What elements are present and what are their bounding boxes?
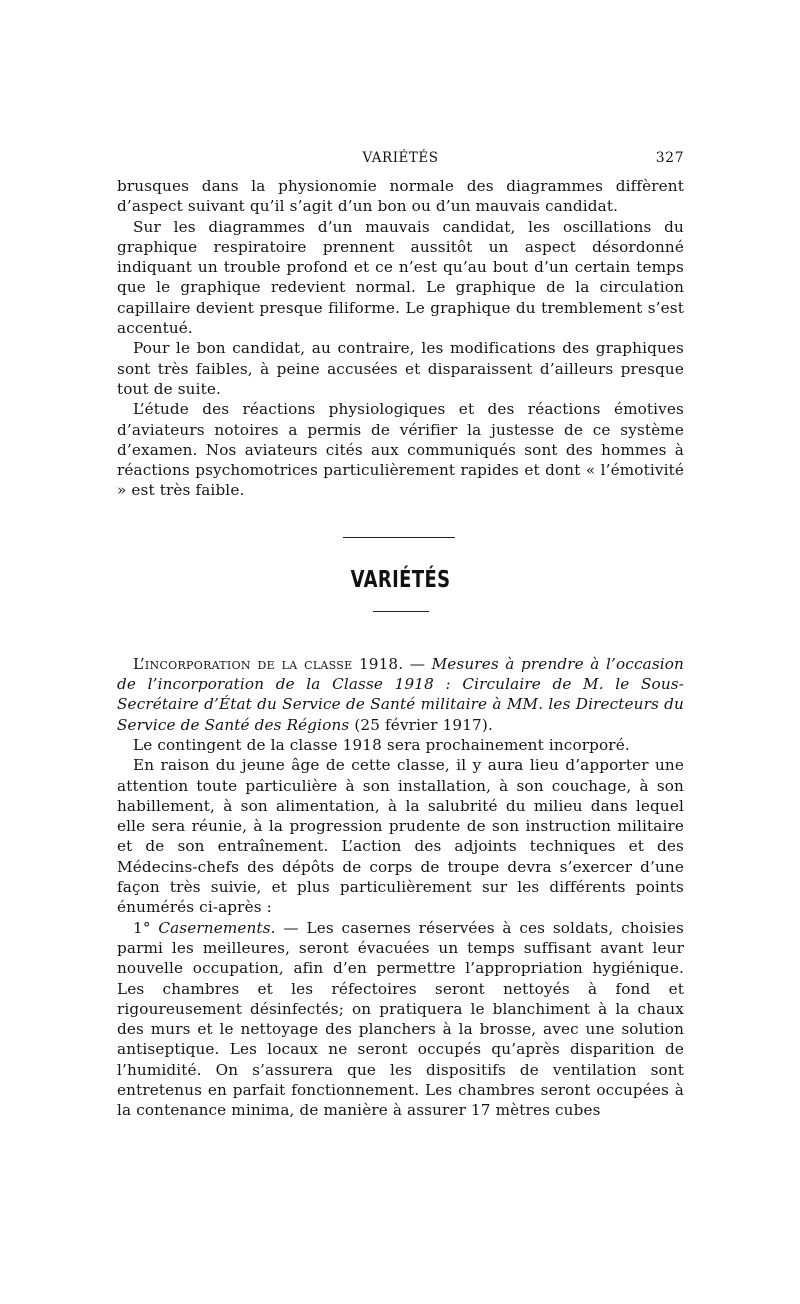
section-title: VARIÉTÉS [350, 566, 451, 593]
list-item [117, 918, 684, 1121]
heading-italic-rest: : Circulaire de M. le Sous-Secrétaire d’État du Service de Santé militaire à MM. les Directeurs du Service de Santé des Régions [117, 675, 684, 734]
article [117, 654, 684, 1121]
heading-italic: Mesures à prendre à l’occasion de l’incorporation de la Classe [117, 654, 684, 694]
running-head [117, 148, 684, 170]
page [117, 148, 684, 1121]
paragraph: L’étude des réactions physiologiques et des réactions émotives d’aviateurs notoires a permis de vérifier la justesse de ce système d’examen. Nos aviateurs cités aux communiqués sont des hommes à réactions psychomotrices particulièrement rapides et dont « l’émotivité » est très faible. [117, 400, 684, 500]
heading-smallcaps: L’incorporation de la classe [133, 654, 353, 673]
item-number: 1° [133, 918, 159, 937]
item-text: — Les casernes réservées à ces soldats, choisies parmi les meilleures, seront évacuées un temps suffisant avant leur nouvelle occupation, afin d’en permettre l’appropriation hygiénique. Les chambres et les réfectoires seront nettoyés à fond et rigoureusement désinfectés; on pratiquera le blanchiment à la chaux des murs et le nettoyage des planchers à la brosse, avec une solution antiseptique. Les locaux ne seront occupés qu’après disparition de l’humidité. On s’assurera que les dispositifs de ventilation sont entretenus en parfait fonctionnement. Les chambres seront occupées à la contenance minima, de manière à assurer 17 mètres cubes [117, 918, 684, 1120]
paragraph: Pour le bon candidat, au contraire, les modifications des graphiques sont très faibles, à peine accusées et disparaissent d’ailleurs presque tout de suite. [117, 339, 684, 398]
paragraph: Sur les diagrammes d’un mauvais candidat, les oscillations du graphique respiratoire prennent aussitôt un aspect désordonné indiquant un trouble profond et ce n’est qu’au bout d’un certain temps que le graphique redevient normal. Le graphique de la circulation capillaire devient presque filiforme. Le graphique du tremblement s’est accentué. [117, 217, 684, 338]
title-underline [373, 611, 429, 612]
paragraph: En raison du jeune âge de cette classe, il y aura lieu d’apporter une attention toute particulière à son installation, à son couchage, à son habillement, à son alimentation, à la salubrité du milieu dans lequel elle sera réunie, à la progression prudente de son instruction militaire et de son entraînement. L’action des adjoints techniques et des Médecins-chefs des dépôts de corps de troupe devra s’exercer d’une façon très suivie, et plus particulièrement sur les différents points énumérés ci-après : [117, 756, 684, 917]
running-title: VARIÉTÉS [362, 150, 439, 166]
heading-italic-year: 1918 [394, 675, 434, 694]
section-separator [117, 501, 684, 559]
separator-rule [343, 537, 455, 538]
page-number: 327 [655, 150, 684, 166]
paragraph: Le contingent de la classe 1918 sera prochainement incorporé. [133, 735, 630, 754]
heading-year: 1918. — [352, 654, 432, 673]
paragraph: brusques dans la physionomie normale des diagrammes diffèrent d’aspect suivant qu’il s’agit d’un bon ou d’un mauvais candidat. [117, 177, 684, 216]
article-heading [117, 654, 684, 735]
heading-date: (25 février 1917). [349, 715, 493, 734]
previous-article [117, 176, 684, 501]
item-label: Casernements. [158, 918, 276, 937]
